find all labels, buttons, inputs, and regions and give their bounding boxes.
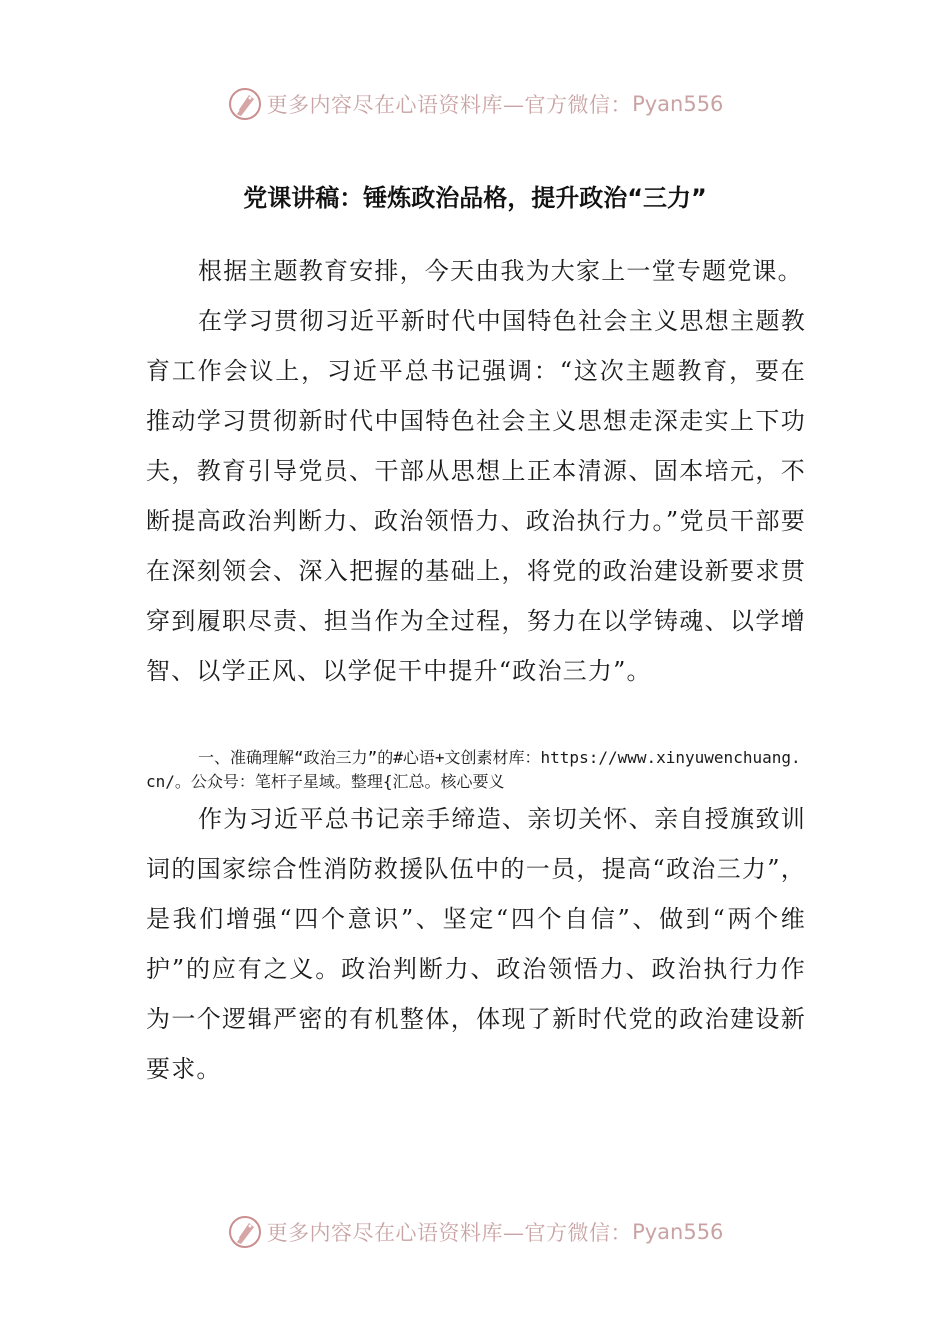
header-wechat-id: Pyan556 [632,92,724,116]
paragraph-intro: 根据主题教育安排，今天由我为大家上一堂专题党课。 [198,257,803,285]
footer-banner [0,1210,950,1254]
paragraph-quote: 在学习贯彻习近平新时代中国特色社会主义思想主题教育工作会议上，习近平总书记强调：“这次主题教育，要在推动学习贯彻新时代中国特色社会主义思想走深走实上下功夫，教育引导党员、干部从思想上正本清源、固本培元，不断提高政治判断力、政治领悟力、政治执行力。”党员干部要在深刻领会、深入把握的基础上，将党的政治建设新要求贯穿到履职尽责、担当作为全过程，努力在以学铸魂、以学增智、以学正风、以学促干中提升“政治三力”。 [146,307,806,685]
document-title: 党课讲稿：锤炼政治品格，提升政治“三力” [243,184,707,212]
paragraph-section-one: 作为习近平总书记亲手缔造、亲切关怀、亲自授旗致训词的国家综合性消防救援队伍中的一员，提高“政治三力”，是我们增强“四个意识”、坚定“四个自信”、做到“两个维护”的应有之义。政治判断力、政治领悟力、政治执行力作为一个逻辑严密的有机整体，体现了新时代党的政治建设新要求。 [146,805,806,1083]
pen-nib-logo-icon [227,86,263,122]
footer-wechat-id: Pyan556 [632,1220,724,1244]
footer-banner-text: 更多内容尽在心语资料库—官方微信： [266,1221,633,1245]
header-banner-text: 更多内容尽在心语资料库—官方微信： [266,93,633,117]
header-banner [0,82,950,126]
pen-nib-logo-icon [227,1214,263,1250]
section-heading-note: 一、准确理解“政治三力”的#心语+文创素材库：https://www.xinyuwenchuang.cn/。公众号：笔杆子星域。整理{汇总。核心要义 [146,748,801,791]
